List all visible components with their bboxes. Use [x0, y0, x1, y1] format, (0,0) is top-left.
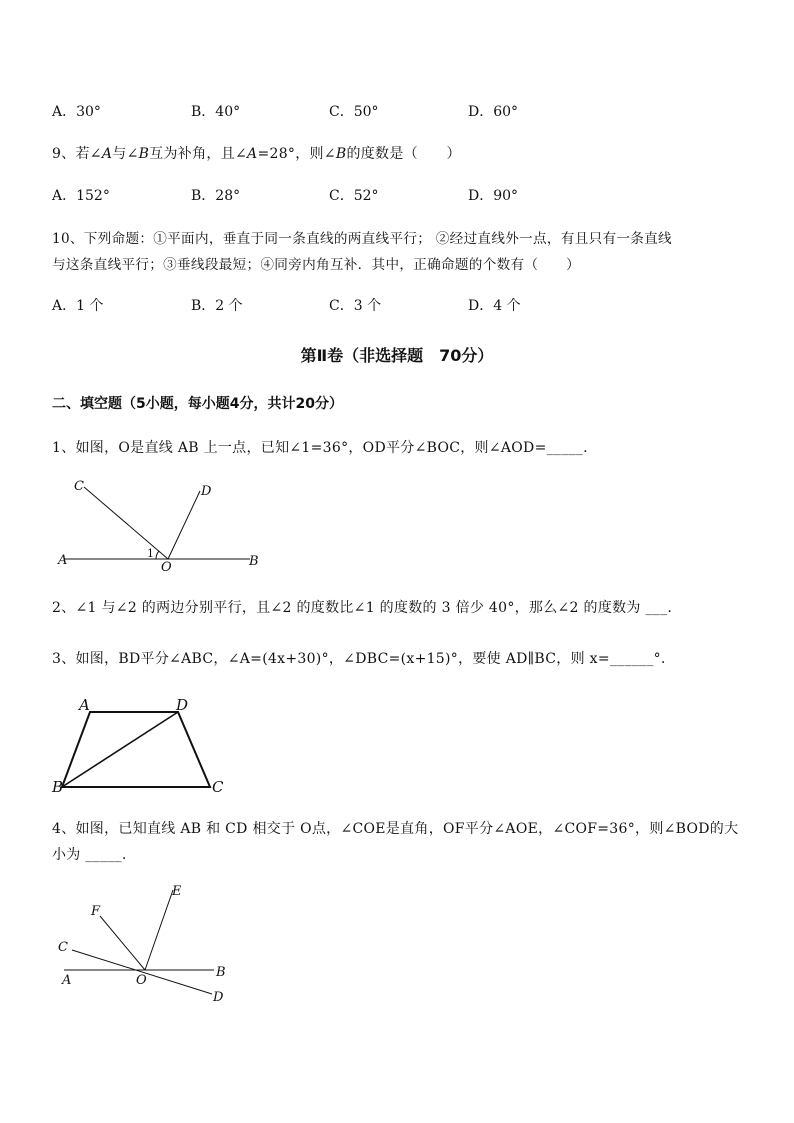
f1-label-b: B — [249, 554, 259, 569]
f1-label-o: O — [161, 560, 172, 575]
f3-trapezoid-abcd — [62, 712, 210, 787]
q9-stem: 9、若∠A与∠B互为补角，且∠A=28°，则∠B的度数是（ ） — [52, 146, 461, 162]
f4-label-b: B — [216, 965, 226, 980]
part2-title: 第Ⅱ卷（非选择题 70分） — [300, 346, 494, 365]
f1-label-a: A — [58, 553, 68, 568]
q9-option-b: B．28° — [191, 188, 241, 204]
f3-figure — [50, 693, 240, 803]
f2-stem: 2、∠1 与∠2 的两边分别平行，且∠2 的度数比∠1 的度数的 3 倍少 40°，那么∠2 的度数为 ___. — [52, 600, 673, 616]
f4-label-f: F — [91, 904, 101, 919]
f1-label-d: D — [201, 484, 212, 499]
f3-label-d: D — [176, 696, 189, 714]
f4-stem-line1: 4、如图，已知直线 AB 和 CD 相交于 O点，∠COE是直角，OF平分∠AOE，∠COF=36°，则∠BOD的大 — [52, 821, 739, 837]
f1-label-c: C — [74, 479, 84, 494]
f3-label-a: A — [79, 696, 90, 714]
f1-ray-oc — [84, 487, 168, 559]
f4-ray-oe — [145, 890, 173, 970]
q8-option-d: D．60° — [468, 104, 519, 120]
f1-ray-od — [168, 491, 200, 559]
q8-option-a: A．30° — [52, 104, 101, 120]
f4-label-d: D — [213, 990, 224, 1005]
q10-option-c: C．3 个 — [329, 298, 382, 314]
f4-label-o: O — [136, 973, 147, 988]
f3-label-c: C — [212, 778, 224, 796]
q9-option-d: D．90° — [468, 188, 519, 204]
q10-option-d: D．4 个 — [468, 298, 521, 314]
fill-blank-section-heading: 二、填空题（5小题，每小题4分，共计20分） — [52, 396, 343, 412]
q9-option-a: A．152° — [52, 188, 110, 204]
q9-option-c: C．52° — [329, 188, 379, 204]
q10-option-b: B．2 个 — [191, 298, 243, 314]
q10-stem-line2: 与这条直线平行；③垂线段最短；④同旁内角互补．其中，正确命题的个数有（ ） — [52, 257, 580, 273]
f3-label-b: B — [52, 778, 64, 796]
f3-diagonal-bd — [62, 712, 178, 787]
f4-ray-of — [100, 916, 145, 970]
f4-label-a: A — [62, 973, 72, 988]
q8-option-b: B．40° — [191, 104, 241, 120]
f4-label-e: E — [172, 884, 182, 899]
f4-figure — [50, 880, 250, 1010]
f1-label-angle-1: 1 — [147, 547, 154, 560]
f4-stem-line2: 小为 _____. — [52, 847, 127, 863]
f1-stem: 1、如图，O是直线 AB 上一点，已知∠1=36°，OD平分∠BOC，则∠AOD=_____. — [52, 440, 588, 456]
f3-stem: 3、如图，BD平分∠ABC，∠A=(4x+30)°，∠DBC=(x+15)°，要使 AD∥BC，则 x=______°． — [52, 651, 676, 667]
f4-label-c: C — [58, 940, 68, 955]
q8-option-c: C．50° — [329, 104, 379, 120]
f1-angle-arc — [156, 551, 159, 559]
f1-figure — [50, 475, 270, 575]
q10-option-a: A．1 个 — [52, 298, 104, 314]
q10-stem-line1: 10、下列命题：①平面内，垂直于同一条直线的两直线平行； ②经过直线外一点，有且只有一条直线 — [52, 231, 672, 247]
